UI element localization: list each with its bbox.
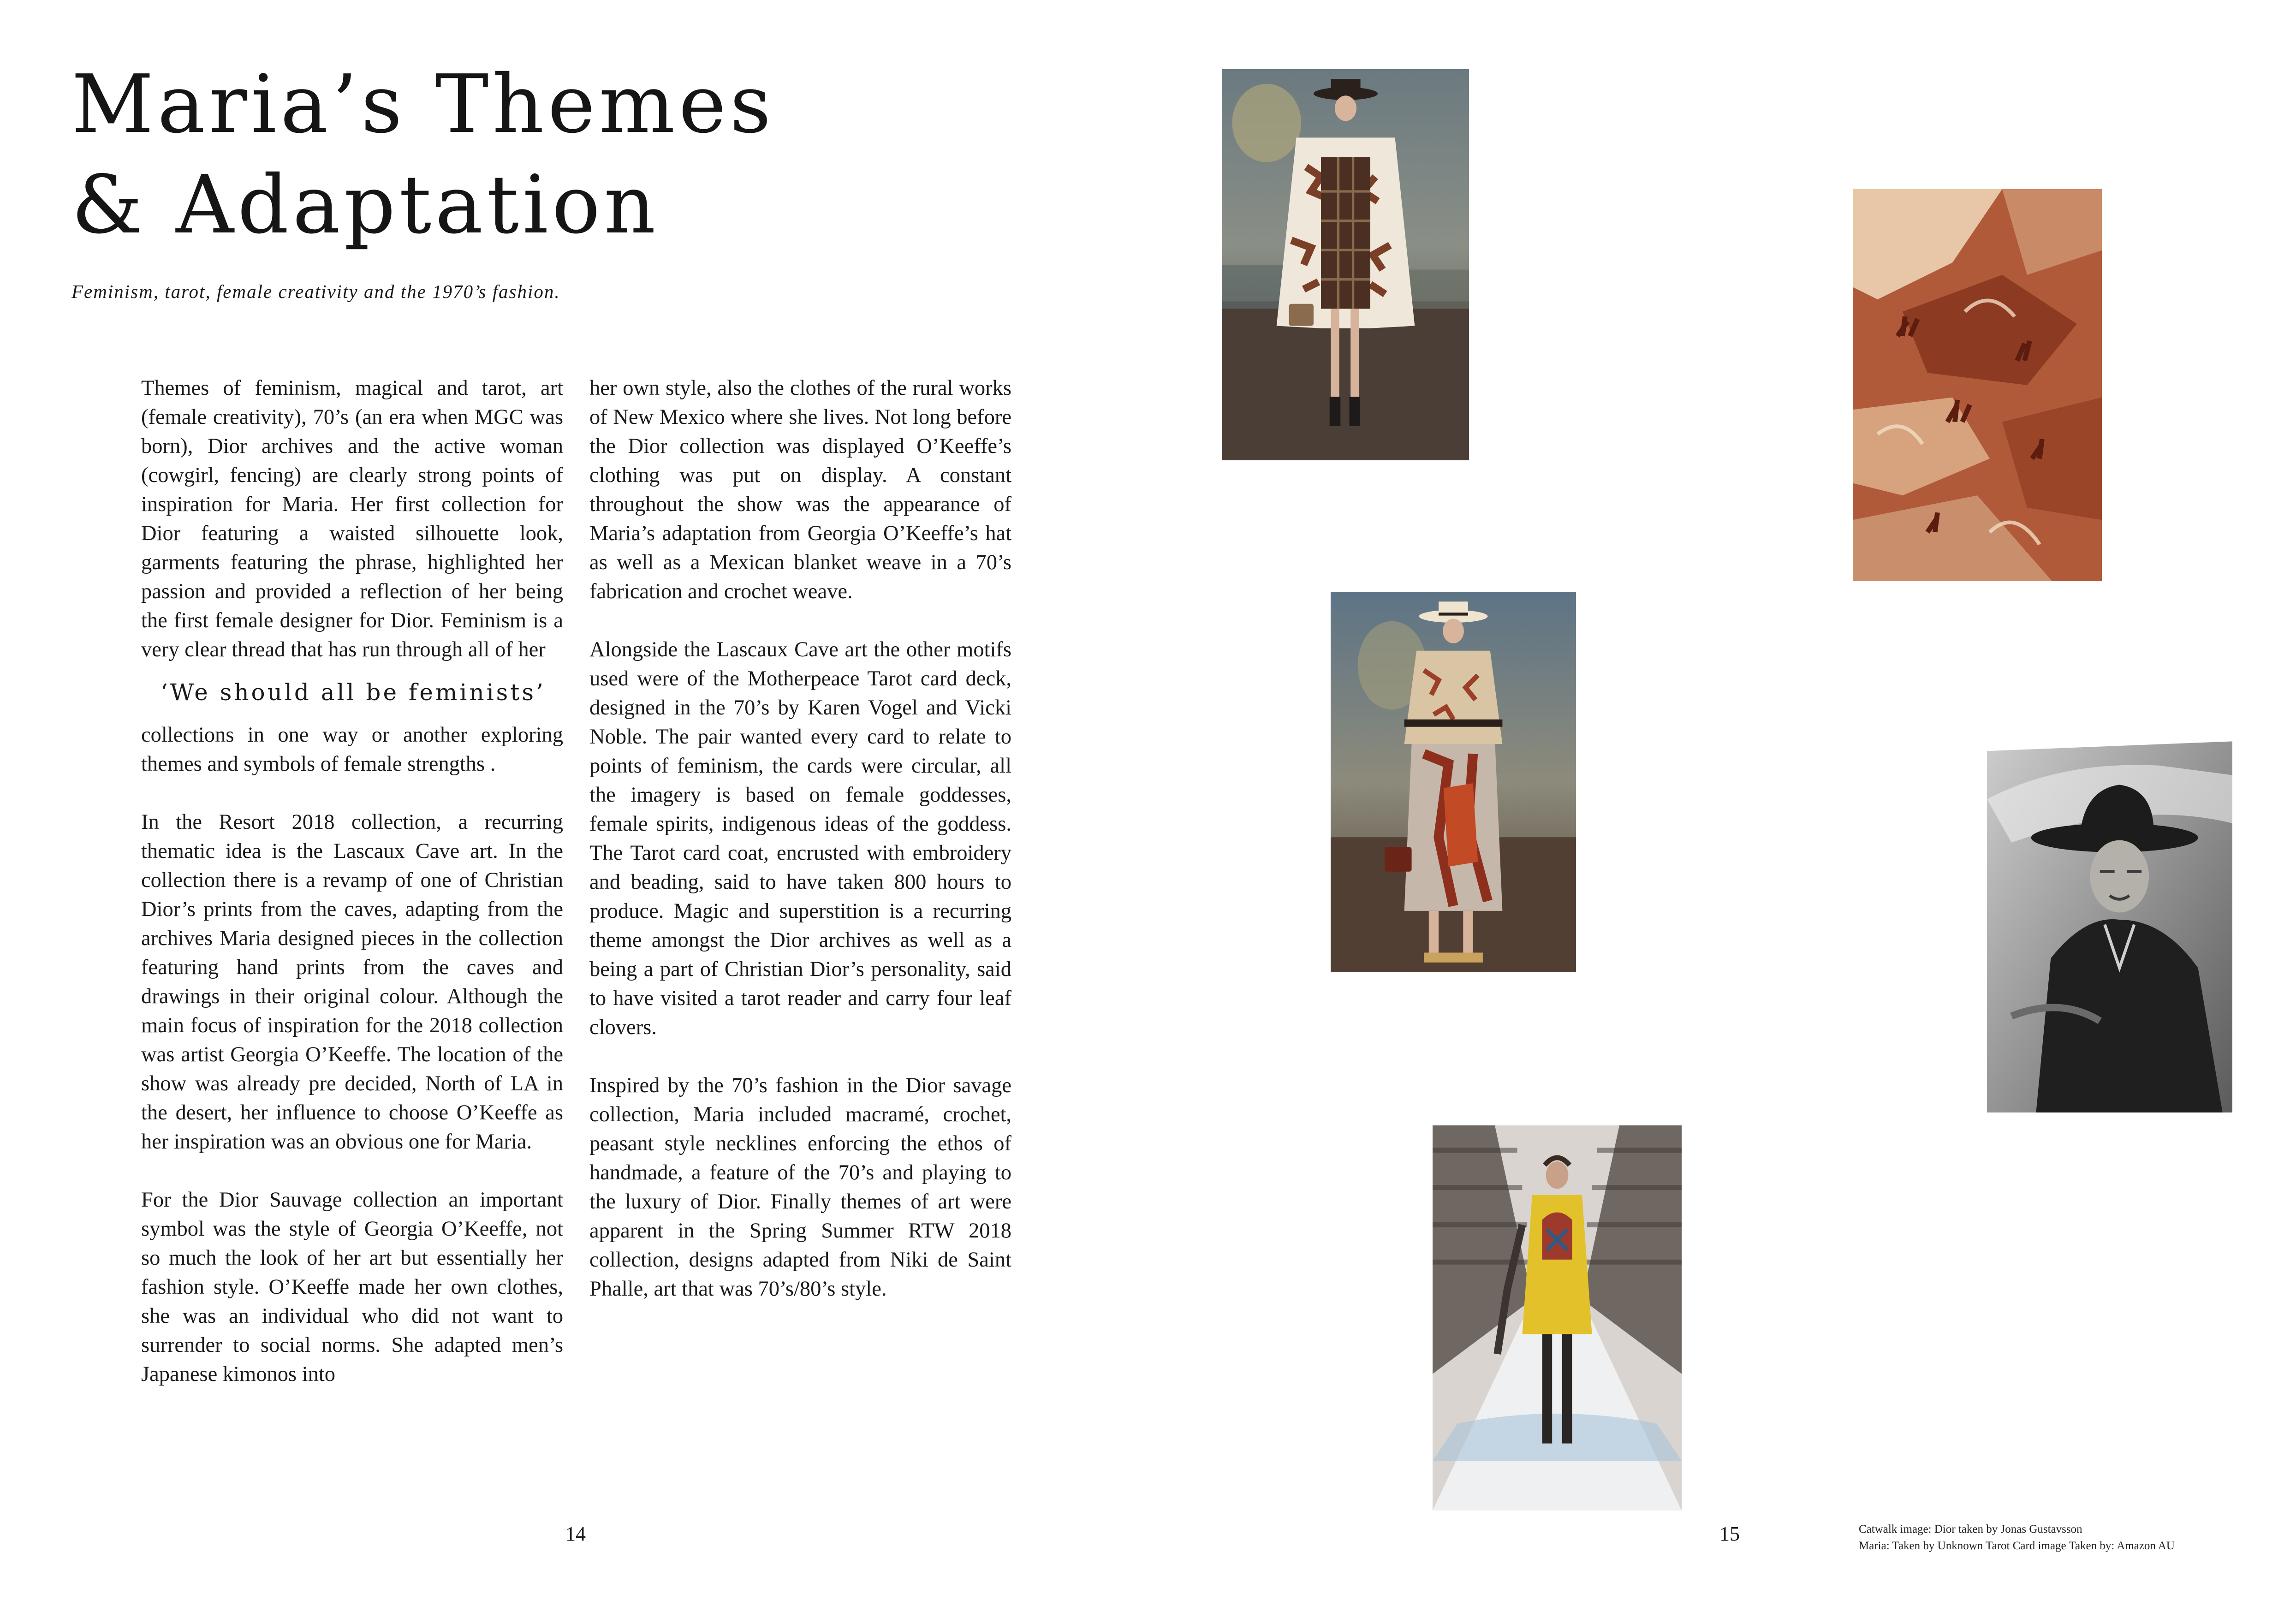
- credit-line-1: Catwalk image: Dior taken by Jonas Gustavsson: [1859, 1523, 2082, 1535]
- credit-line-2: Maria: Taken by Unknown Tarot Card image Taken by: Amazon AU: [1859, 1540, 2175, 1552]
- image-credits: [1859, 1521, 2175, 1554]
- paragraph-resort-2018: In the Resort 2018 collection, a recurring thematic idea is the Lascaux Cave art. In the collection there is a revamp of one of Christian Dior’s prints from the caves, adapting from the archives Maria designed pieces in the collection featuring hand prints from the caves and drawings in their original colour. Although the main focus of inspiration for the 2018 collection was artist Georgia O’Keeffe. The location of the show was already pre decided, North of LA in the desert, her influence to choose O’Keeffe as her inspiration was an obvious one for Maria.: [141, 810, 563, 1154]
- pull-quote: ‘We should all be feminists’: [161, 679, 546, 706]
- title-line-1: Maria’s Themes: [71, 58, 775, 151]
- catwalk-photo-tarot-jacket: [1331, 592, 1576, 972]
- catwalk-photo-blanket-coat: [1222, 69, 1469, 460]
- subtitle: Feminism, tarot, female creativity and the 1970’s fashion.: [71, 281, 560, 302]
- catwalk-photo-yellow-dress: [1433, 1125, 1682, 1511]
- paragraph-themes-continued: collections in one way or another exploring themes and symbols of female strengths .: [141, 723, 563, 776]
- right-text-column: [589, 374, 1011, 1303]
- paragraph-okeeffe-style: her own style, also the clothes of the rural works of New Mexico where she lives. Not long before the Dior collection was displayed O’Keeffe’s clothing was put on display. A constant throughout the show was the appearance of Maria’s adaptation from Georgia O’Keeffe’s hat as well as a Mexican blanket weave in a 70’s fabrication and crochet weave.: [589, 376, 1011, 603]
- title-line-2: & Adaptation: [71, 158, 660, 252]
- page-title: [71, 54, 775, 256]
- paragraph-motherpeace-tarot: Alongside the Lascaux Cave art the other motifs used were of the Motherpeace Tarot card deck, designed in the 70’s by Karen Vogel and Vicki Noble. The pair wanted every card to relate to points of feminism, the cards were circular, all the imagery is based on female goddesses, female spirits, indigenous ideas of the goddess. The Tarot card coat, encrusted with embroidery and beading, said to have taken 800 hours to produce. Magic and superstition is a recurring theme amongst the Dior archives as well as a being a part of Christian Dior’s personality, said to have visited a tarot reader and carry four leaf clovers.: [589, 638, 1011, 1039]
- lascaux-cave-art-photo: [1853, 189, 2102, 581]
- paragraph-dior-sauvage: For the Dior Sauvage collection an important symbol was the style of Georgia O’Keeffe, not so much the look of her art but essentially her fashion style. O’Keeffe made her own clothes, she was an individual who did not want to surrender to social norms. She adapted men’s Japanese kimonos into: [141, 1188, 563, 1386]
- paragraph-70s-fashion: Inspired by the 70’s fashion in the Dior savage collection, Maria included macramé, crochet, peasant style necklines enforcing the ethos of handmade, a feature of the 70’s and playing to the luxury of Dior. Finally themes of art were apparent in the Spring Summer RTW 2018 collection, designs adapted from Niki de Saint Phalle, art that was 70’s/80’s style.: [589, 1074, 1011, 1301]
- page-number-left: 14: [565, 1523, 586, 1545]
- page-number-right: 15: [1719, 1523, 1740, 1545]
- left-text-column: [141, 374, 563, 1389]
- paragraph-themes: Themes of feminism, magical and tarot, art (female creativity), 70’s (an era when MGC was born), Dior archives and the active woman (cowgirl, fencing) are clearly strong points of inspiration for Maria. Her first collection for Dior featuring a waisted silhouette look, garments featuring the phrase, highlighted her passion and provided a reflection of her being the first female designer for Dior. Feminism is a very clear thread that has run through all of her: [141, 376, 563, 661]
- portrait-photo-maria: [1987, 727, 2232, 1112]
